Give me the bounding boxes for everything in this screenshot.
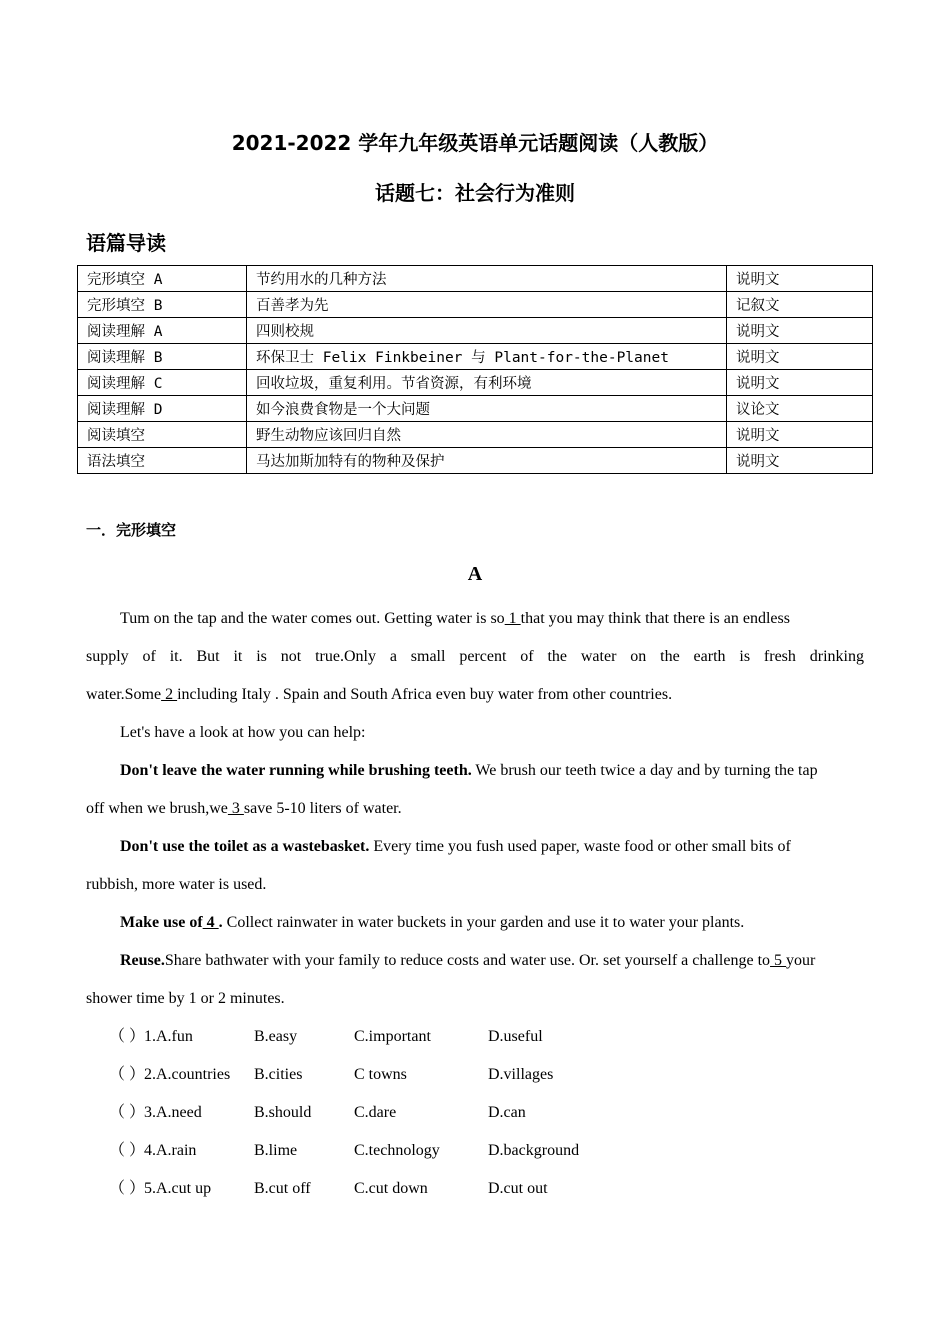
passage-type-cell: 阅读理解 C [78, 370, 247, 396]
passage-summary-cell: 如今浪费食物是一个大问题 [247, 396, 727, 422]
option-b: B.easy [254, 1028, 298, 1045]
option-a: 4.A.rain [144, 1142, 197, 1159]
passage-type-cell: 完形填空 B [78, 292, 247, 318]
document-subtitle: 话题七：社会行为准则 [375, 181, 575, 205]
passage-paragraph-3 [86, 752, 864, 828]
genre-cell: 议论文 [727, 396, 873, 422]
option-b: B.cities [254, 1066, 303, 1083]
option-a: 1.A.fun [144, 1028, 193, 1045]
blank-1: 1 [504, 610, 521, 627]
passage-text: that you may think that there is an endless [520, 610, 790, 627]
overview-row [78, 344, 873, 370]
passage-paragraph-2 [86, 714, 864, 752]
passage-text: off when we brush,we [86, 800, 228, 817]
passage-paragraph-4 [86, 828, 864, 904]
passage-text: Share bathwater with your family to reduce costs and water use. Or. set yourself a challenge to [164, 952, 771, 969]
genre-cell: 说明文 [727, 448, 873, 474]
overview-row [78, 448, 873, 474]
blank-4: 4 [202, 914, 219, 931]
option-b: B.lime [254, 1142, 298, 1159]
passage-text: Collect rainwater in water buckets in your garden and use it to water your plants. [222, 914, 745, 931]
answer-bracket: （ ） [109, 1104, 146, 1121]
overview-row [78, 318, 873, 344]
blank-3: 3 [227, 800, 244, 817]
genre-cell: 说明文 [727, 266, 873, 292]
option-a: 3.A.need [144, 1104, 202, 1121]
passage-text: your [786, 952, 816, 969]
passage-text: save 5-10 liters of water. [243, 800, 402, 817]
passage-type-cell: 阅读填空 [78, 422, 247, 448]
passage-text: Tum on the tap and the water comes out. Getting water is so [120, 610, 505, 627]
overview-row [78, 370, 873, 396]
overview-row [78, 266, 873, 292]
option-c: C towns [354, 1066, 407, 1083]
passage-paragraph-5 [86, 904, 864, 942]
passage-summary-cell: 环保卫士 Felix Finkbeiner 与 Plant-for-the-Planet [247, 344, 727, 370]
passage-summary-cell: 野生动物应该回归自然 [247, 422, 727, 448]
option-d: D.background [488, 1142, 580, 1159]
option-d: D.can [488, 1104, 526, 1121]
passage-summary-cell: 回收垃圾，重复利用。节省资源，有利环境 [247, 370, 727, 396]
passage-text: Let's have a look at how you can help: [120, 724, 366, 741]
passage-text: rubbish, more water is used. [86, 876, 267, 893]
passage-text: water.Some [86, 686, 162, 703]
option-d: D.villages [488, 1066, 554, 1083]
overview-table [77, 265, 873, 474]
option-b: B.cut off [254, 1180, 311, 1197]
passage-type-cell: 阅读理解 A [78, 318, 247, 344]
option-d: D.useful [488, 1028, 543, 1045]
option-c: C.important [354, 1028, 431, 1045]
tip-heading: Don't leave the water running while brushing teeth. [120, 762, 472, 779]
genre-cell: 说明文 [727, 344, 873, 370]
passage-summary-cell: 百善孝为先 [247, 292, 727, 318]
tip-heading: Don't use the toilet as a wastebasket. [120, 838, 370, 855]
passage-text: including Italy . Spain and South Africa even buy water from other countries. [177, 686, 673, 703]
passage-text: We brush our teeth twice a day and by turning the tap [471, 762, 818, 779]
option-c: C.technology [354, 1142, 440, 1159]
answer-bracket: （ ） [109, 1028, 146, 1045]
passage-type-cell: 阅读理解 B [78, 344, 247, 370]
guide-heading: 语篇导读 [86, 231, 166, 255]
option-d: D.cut out [488, 1180, 548, 1197]
tip-heading: Reuse. [120, 952, 165, 969]
tip-heading-end: . [218, 914, 223, 931]
passage-summary-cell: 四则校规 [247, 318, 727, 344]
option-a: 5.A.cut up [144, 1180, 212, 1197]
overview-row [78, 292, 873, 318]
passage-text: shower time by 1 or 2 minutes. [86, 990, 285, 1007]
overview-row [78, 396, 873, 422]
answer-bracket: （ ） [109, 1066, 146, 1083]
answer-bracket: （ ） [109, 1142, 146, 1159]
genre-cell: 说明文 [727, 370, 873, 396]
passage-paragraph-1 [86, 600, 864, 714]
option-c: C.dare [354, 1104, 397, 1121]
section-heading: 一．完形填空 [86, 521, 177, 539]
passage-paragraph-6 [86, 942, 864, 1018]
option-c: C.cut down [354, 1180, 428, 1197]
passage-type-cell: 语法填空 [78, 448, 247, 474]
passage-summary-cell: 节约用水的几种方法 [247, 266, 727, 292]
genre-cell: 记叙文 [727, 292, 873, 318]
blank-2: 2 [161, 686, 178, 703]
passage-type-cell: 阅读理解 D [78, 396, 247, 422]
tip-heading: Make use of [120, 914, 203, 931]
passage-letter: A [467, 563, 483, 585]
genre-cell: 说明文 [727, 318, 873, 344]
passage-text: supply of it. But it is not true.Only a small percent of the water on the earth is fresh drinking [86, 648, 864, 665]
genre-cell: 说明文 [727, 422, 873, 448]
blank-5: 5 [770, 952, 787, 969]
option-b: B.should [254, 1104, 312, 1121]
overview-row [78, 422, 873, 448]
answer-bracket: （ ） [109, 1180, 146, 1197]
option-a: 2.A.countries [144, 1066, 231, 1083]
passage-type-cell: 完形填空 A [78, 266, 247, 292]
document-title: 2021-2022 学年九年级英语单元话题阅读（人教版） [231, 131, 719, 155]
passage-text: Every time you fush used paper, waste food or other small bits of [369, 838, 791, 855]
passage-summary-cell: 马达加斯加特有的物种及保护 [247, 448, 727, 474]
